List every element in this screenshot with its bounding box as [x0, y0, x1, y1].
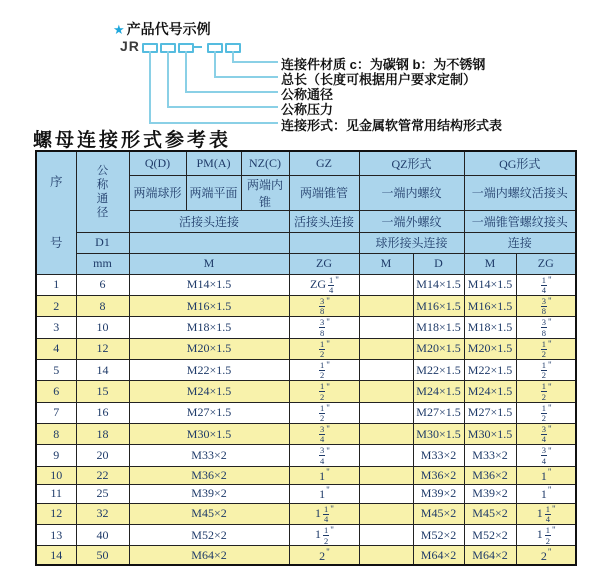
- header-qz-desc2: 一端外螺纹: [359, 210, 464, 232]
- cell-qg-m: M45×2: [464, 503, 516, 524]
- cell-gz-zg: $\frac{3}{4}$ ": [289, 445, 359, 466]
- table-row-5: [36, 359, 576, 380]
- header-qz-desc1: 一端内螺纹: [359, 175, 464, 210]
- table-body: [36, 274, 576, 565]
- table-row-11: [36, 485, 576, 504]
- cell-gz-zg: $\frac{3}{4}$ ": [289, 423, 359, 444]
- cell-m-thread: M52×2: [129, 524, 289, 545]
- connector-line: [167, 106, 278, 108]
- cell-qz-m: [359, 503, 413, 524]
- cell-qg-zg: $\frac{1}{2}$ ": [516, 338, 576, 359]
- cell-qz-m: [359, 295, 413, 316]
- table-row-6: [36, 381, 576, 402]
- cell-row-index: 13: [36, 524, 76, 545]
- header-qg-m: M: [464, 253, 516, 274]
- cell-m-thread: M14×1.5: [129, 274, 289, 295]
- cell-qg-m: M20×1.5: [464, 338, 516, 359]
- cell-qg-zg: $\frac{3}{8}$ ": [516, 295, 576, 316]
- cell-gz-zg: 1": [289, 466, 359, 485]
- cell-qz-d: M18×1.5: [413, 317, 464, 338]
- cell-qz-m: [359, 317, 413, 338]
- cell-row-index: 6: [36, 381, 76, 402]
- header-qz-d: D: [413, 253, 464, 274]
- table-row-12: [36, 503, 576, 524]
- header-qz-m: M: [359, 253, 413, 274]
- cell-dn-mm: 22: [76, 466, 129, 485]
- cell-qz-d: M16×1.5: [413, 295, 464, 316]
- cell-row-index: 10: [36, 466, 76, 485]
- cell-qg-m: M64×2: [464, 546, 516, 565]
- cell-gz-zg: 1 $\frac{1}{4}$ ": [289, 503, 359, 524]
- cell-qz-m: [359, 485, 413, 504]
- header-qg-zg: ZG: [516, 253, 576, 274]
- cell-gz-zg: 2": [289, 546, 359, 565]
- cell-dn-mm: 12: [76, 338, 129, 359]
- cell-dn-mm: 16: [76, 402, 129, 423]
- table-row-14: [36, 546, 576, 565]
- cell-gz-zg: $\frac{1}{2}$ ": [289, 359, 359, 380]
- header-nzc-desc: 两端内锥: [241, 175, 289, 210]
- cell-qz-m: [359, 546, 413, 565]
- header-qz: QZ形式: [359, 151, 464, 175]
- cell-row-index: 14: [36, 546, 76, 565]
- header-pma-desc: 两端平面: [186, 175, 241, 210]
- star-icon: ★: [113, 22, 125, 37]
- cell-qz-d: M27×1.5: [413, 402, 464, 423]
- connector-line: [167, 51, 169, 106]
- nut-connection-table: [35, 150, 577, 566]
- cell-qz-d: M39×2: [413, 485, 464, 504]
- cell-qg-m: M33×2: [464, 445, 516, 466]
- cell-qg-m: M39×2: [464, 485, 516, 504]
- cell-row-index: 11: [36, 485, 76, 504]
- cell-gz-zg: $\frac{1}{2}$ ": [289, 381, 359, 402]
- cell-row-index: 2: [36, 295, 76, 316]
- cell-qg-zg: 1": [516, 466, 576, 485]
- cell-m-thread: M39×2: [129, 485, 289, 504]
- table-row-13: [36, 524, 576, 545]
- cell-gz-zg: 1": [289, 485, 359, 504]
- cell-gz-zg: $\frac{3}{8}$ ": [289, 295, 359, 316]
- diagram-label-4: 公称压力: [281, 102, 334, 117]
- cell-row-index: 9: [36, 445, 76, 466]
- cell-qg-m: M14×1.5: [464, 274, 516, 295]
- connector-line: [149, 51, 151, 122]
- diagram-label-3: 公称通径: [281, 87, 334, 102]
- connector-line: [232, 61, 278, 63]
- cell-dn-mm: 10: [76, 317, 129, 338]
- cell-dn-mm: 32: [76, 503, 129, 524]
- header-mm: mm: [76, 253, 129, 274]
- cell-qz-m: [359, 466, 413, 485]
- cell-row-index: 1: [36, 274, 76, 295]
- cell-qg-m: M27×1.5: [464, 402, 516, 423]
- cell-gz-zg: ZG $\frac{1}{4}$ ": [289, 274, 359, 295]
- header-m-main: M: [129, 253, 289, 274]
- cell-qz-d: M64×2: [413, 546, 464, 565]
- header-zg-gz: ZG: [289, 253, 359, 274]
- cell-gz-zg: 1 $\frac{1}{2}$ ": [289, 524, 359, 545]
- cell-m-thread: M64×2: [129, 546, 289, 565]
- diagram-label-2: 总长（长度可根据用户要求定制）: [281, 72, 477, 87]
- cell-dn-mm: 18: [76, 423, 129, 444]
- cell-dn-mm: 50: [76, 546, 129, 565]
- table-row-8: [36, 423, 576, 444]
- cell-qg-m: M30×1.5: [464, 423, 516, 444]
- cell-dn-mm: 6: [76, 274, 129, 295]
- cell-qz-m: [359, 402, 413, 423]
- cell-qg-m: M52×2: [464, 524, 516, 545]
- cell-row-index: 5: [36, 359, 76, 380]
- table-row-2: [36, 295, 576, 316]
- cell-qg-m: M36×2: [464, 466, 516, 485]
- cell-row-index: 3: [36, 317, 76, 338]
- header-index: 序 号: [36, 151, 76, 274]
- cell-qg-m: M24×1.5: [464, 381, 516, 402]
- connector-line: [149, 122, 278, 124]
- cell-qg-zg: 2": [516, 546, 576, 565]
- cell-qg-zg: $\frac{1}{2}$ ": [516, 381, 576, 402]
- header-dn: 公 称 通 径: [76, 151, 129, 232]
- header-gz: GZ: [289, 151, 359, 175]
- cell-qz-d: M20×1.5: [413, 338, 464, 359]
- diagram-label-1: 连接件材质 c：为碳钢 b：为不锈钢: [281, 57, 486, 72]
- header-qg-conn: 连接: [464, 232, 576, 253]
- diagram-title: [113, 19, 211, 39]
- header-d1: D1: [76, 232, 129, 253]
- cell-qz-d: M33×2: [413, 445, 464, 466]
- cell-qz-m: [359, 359, 413, 380]
- cell-qz-d: M36×2: [413, 466, 464, 485]
- table-title: 螺母连接形式参考表: [33, 130, 232, 151]
- table-row-7: [36, 402, 576, 423]
- connector-line: [232, 51, 234, 61]
- header-qz-conn: 球形接头连接: [359, 232, 464, 253]
- cell-dn-mm: 20: [76, 445, 129, 466]
- cell-gz-zg: $\frac{3}{8}$ ": [289, 317, 359, 338]
- cell-qz-m: [359, 445, 413, 466]
- cell-qg-zg: 1 $\frac{1}{4}$ ": [516, 503, 576, 524]
- cell-qg-zg: $\frac{1}{2}$ ": [516, 402, 576, 423]
- connector-line: [185, 51, 187, 91]
- cell-row-index: 12: [36, 503, 76, 524]
- cell-qz-d: M14×1.5: [413, 274, 464, 295]
- cell-qz-m: [359, 274, 413, 295]
- cell-m-thread: M24×1.5: [129, 381, 289, 402]
- cell-m-thread: M33×2: [129, 445, 289, 466]
- header-blank-gz: [289, 232, 359, 253]
- cell-m-thread: M27×1.5: [129, 402, 289, 423]
- code-prefix: JR: [120, 38, 140, 54]
- diagram-label-5: 连接形式：见金属软管常用结构形式表: [281, 118, 503, 133]
- cell-m-thread: M22×1.5: [129, 359, 289, 380]
- cell-m-thread: M18×1.5: [129, 317, 289, 338]
- connector-line: [214, 51, 216, 76]
- header-union-conn: 活接头连接: [129, 210, 289, 232]
- cell-m-thread: M30×1.5: [129, 423, 289, 444]
- cell-qg-zg: 1": [516, 485, 576, 504]
- cell-qg-zg: $\frac{3}{4}$ ": [516, 445, 576, 466]
- cell-row-index: 4: [36, 338, 76, 359]
- header-nzc: NZ(C): [241, 151, 289, 175]
- header-qg-desc1: 一端内螺纹活接头: [464, 175, 576, 210]
- cell-qg-m: M22×1.5: [464, 359, 516, 380]
- cell-qz-m: [359, 524, 413, 545]
- cell-qz-m: [359, 338, 413, 359]
- cell-qz-d: M30×1.5: [413, 423, 464, 444]
- cell-qz-d: M22×1.5: [413, 359, 464, 380]
- connector-line: [214, 76, 278, 78]
- cell-dn-mm: 15: [76, 381, 129, 402]
- header-qg: QG形式: [464, 151, 576, 175]
- cell-dn-mm: 25: [76, 485, 129, 504]
- cell-dn-mm: 8: [76, 295, 129, 316]
- table-row-1: [36, 274, 576, 295]
- cell-m-thread: M45×2: [129, 503, 289, 524]
- cell-row-index: 8: [36, 423, 76, 444]
- header-qd: Q(D): [129, 151, 186, 175]
- cell-qg-zg: $\frac{3}{8}$ ": [516, 317, 576, 338]
- cell-qz-d: M45×2: [413, 503, 464, 524]
- cell-qg-zg: 1 $\frac{1}{2}$ ": [516, 524, 576, 545]
- header-gz-conn: 活接头连接: [289, 210, 359, 232]
- cell-qg-m: M18×1.5: [464, 317, 516, 338]
- cell-m-thread: M16×1.5: [129, 295, 289, 316]
- table-row-10: [36, 466, 576, 485]
- header-qd-desc: 两端球形: [129, 175, 186, 210]
- table-row-4: [36, 338, 576, 359]
- cell-qg-zg: $\frac{1}{2}$ ": [516, 359, 576, 380]
- header-pma: PM(A): [186, 151, 241, 175]
- header-blank-left: [129, 232, 289, 253]
- cell-gz-zg: $\frac{1}{2}$ ": [289, 338, 359, 359]
- cell-m-thread: M36×2: [129, 466, 289, 485]
- cell-qg-zg: $\frac{1}{4}$ ": [516, 274, 576, 295]
- cell-row-index: 7: [36, 402, 76, 423]
- cell-dn-mm: 40: [76, 524, 129, 545]
- code-dash: [194, 46, 202, 48]
- cell-dn-mm: 14: [76, 359, 129, 380]
- cell-m-thread: M20×1.5: [129, 338, 289, 359]
- header-qg-desc2: 一端锥管螺纹接头: [464, 210, 576, 232]
- cell-qg-m: M16×1.5: [464, 295, 516, 316]
- header-gz-desc: 两端锥管: [289, 175, 359, 210]
- table-row-3: [36, 317, 576, 338]
- cell-gz-zg: $\frac{1}{2}$ ": [289, 402, 359, 423]
- table-header: [36, 151, 576, 274]
- connector-line: [185, 91, 278, 93]
- table-row-9: [36, 445, 576, 466]
- cell-qz-m: [359, 381, 413, 402]
- diagram-title-text: 产品代号示例: [126, 21, 211, 37]
- cell-qz-m: [359, 423, 413, 444]
- cell-qz-d: M52×2: [413, 524, 464, 545]
- cell-qz-d: M24×1.5: [413, 381, 464, 402]
- cell-qg-zg: $\frac{3}{4}$ ": [516, 423, 576, 444]
